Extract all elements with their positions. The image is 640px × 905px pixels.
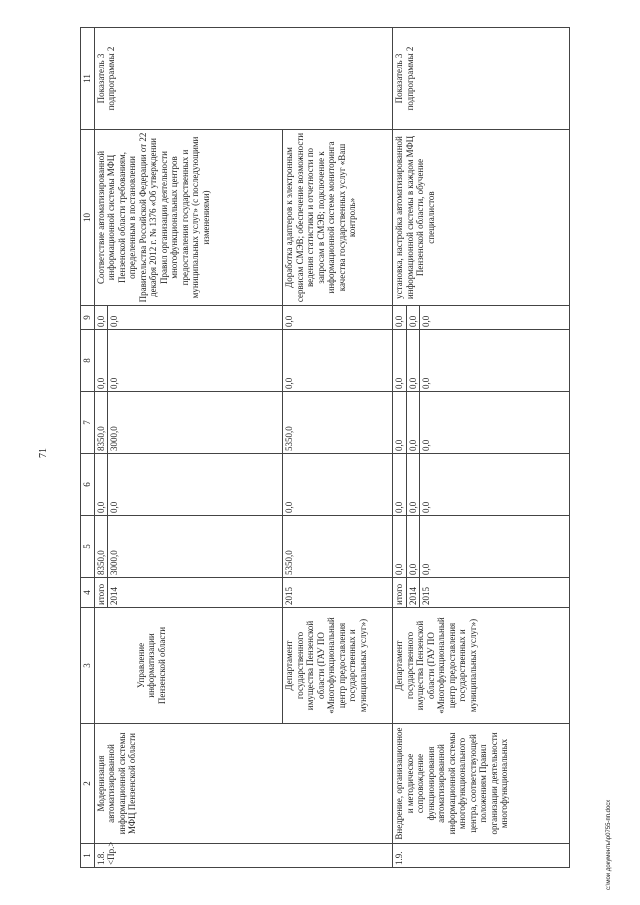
value-cell: 0,0 — [420, 330, 570, 392]
indicator: Показатель 3 подпрограммы 2 — [94, 28, 393, 130]
value-cell: 5350,0 — [283, 516, 393, 578]
value-cell: 0,0 — [393, 454, 407, 516]
header-cell: 11 — [81, 28, 95, 130]
header-cell: 2 — [81, 724, 95, 844]
value-cell: 0,0 — [420, 306, 570, 330]
value-cell: 3000,0 — [108, 392, 283, 454]
value-cell: 8350,0 — [94, 516, 108, 578]
header-cell: 6 — [81, 454, 95, 516]
header-cell: 8 — [81, 330, 95, 392]
table-row — [393, 28, 407, 868]
expected-result: Доработка адаптеров к электронным сервисам СМЭВ; обеспечение возможности ведения статистики и отчетности по запросам в СМЭВ; подключение к информационной системе мониторинга качества государственных услуг «Ваш контроль» — [283, 130, 393, 306]
row-number-text: 1.8. — [95, 851, 106, 865]
header-cell: 10 — [81, 130, 95, 306]
value-cell: 0,0 — [94, 454, 108, 516]
executor — [94, 608, 283, 724]
row-tag: <Пр.> — [106, 841, 116, 865]
value-cell: 0,0 — [94, 330, 108, 392]
value-cell: 0,0 — [283, 330, 393, 392]
value-cell: 0,0 — [393, 392, 407, 454]
value-cell: 0,0 — [283, 306, 393, 330]
header-row — [81, 28, 95, 868]
measure-name: Модернизация автоматизированной информационной системы МФЦ Пензенской области — [94, 724, 393, 844]
header-cell: 9 — [81, 306, 95, 330]
value-cell: 0,0 — [393, 306, 407, 330]
value-cell: 0,0 — [108, 454, 283, 516]
row-number — [94, 841, 393, 868]
value-cell: 0,0 — [283, 454, 393, 516]
value-cell: 0,0 — [406, 392, 420, 454]
header-cell: 1 — [81, 844, 95, 868]
year-cell: 2015 — [283, 578, 393, 608]
year-cell: итого — [94, 578, 108, 608]
measure-name: Внедрение, организационное и методическое сопровождение функционирования автоматизированной информационной системы многофункционального центра, соответствующей положениям Правил организации деятельности многофункциональных — [393, 724, 570, 844]
header-cell: 4 — [81, 578, 95, 608]
header-cell: 5 — [81, 516, 95, 578]
value-cell: 0,0 — [420, 454, 570, 516]
footer-file-path: c:\мои документы\р0755-пп.docx — [606, 799, 612, 890]
year-cell: 2015 — [420, 578, 570, 608]
executor-text: Управление информатизации Пензенской области — [135, 626, 167, 705]
value-cell: 0,0 — [94, 306, 108, 330]
header-cell: 7 — [81, 392, 95, 454]
year-cell: 2014 — [108, 578, 283, 608]
row-number: 1.9. — [393, 844, 570, 868]
year-cell: итого — [393, 578, 407, 608]
value-cell: 0,0 — [108, 306, 283, 330]
value-cell: 0,0 — [406, 454, 420, 516]
program-table — [80, 27, 570, 868]
executor: Департамент государственного имущества Пензенской области (ГАУ ПО «Многофункциональный центр предоставления государственных и муниципальных услуг») — [393, 608, 570, 724]
value-cell: 0,0 — [393, 330, 407, 392]
year-cell: 2014 — [406, 578, 420, 608]
table-row — [94, 28, 108, 868]
value-cell: 8350,0 — [94, 392, 108, 454]
header-cell: 3 — [81, 608, 95, 724]
value-cell: 0,0 — [420, 392, 570, 454]
expected-result: Соответствие автоматизированной информационной системы МФЦ Пензенской области требованиям, определенным в постановлении Правительства Российской Федерации от 22 декабря 2012 г. № 1376 «Об утверждении Правил организации деятельности многофункциональных центров предоставления государственных и муниципальных услуг» (с последующими изменениями) — [94, 130, 283, 306]
value-cell: 0,0 — [406, 330, 420, 392]
value-cell: 5350,0 — [283, 392, 393, 454]
value-cell: 3000,0 — [108, 516, 283, 578]
value-cell: 0,0 — [108, 330, 283, 392]
value-cell: 0,0 — [406, 306, 420, 330]
value-cell: 0,0 — [406, 516, 420, 578]
page-number: 71 — [38, 448, 49, 458]
value-cell: 0,0 — [420, 516, 570, 578]
value-cell: 0,0 — [393, 516, 407, 578]
indicator: Показатель 3 подпрограммы 2 — [393, 28, 570, 130]
rotated-table-area — [80, 28, 616, 868]
expected-result: установка, настройка автоматизированной информационной системы в каждом МФЦ Пензенской области, обучение специалистов — [393, 130, 570, 306]
executor: Департамент государственного имущества Пензенской области (ГАУ ПО «Многофункциональный центр предоставления государственных и муниципальных услуг») — [283, 608, 393, 724]
